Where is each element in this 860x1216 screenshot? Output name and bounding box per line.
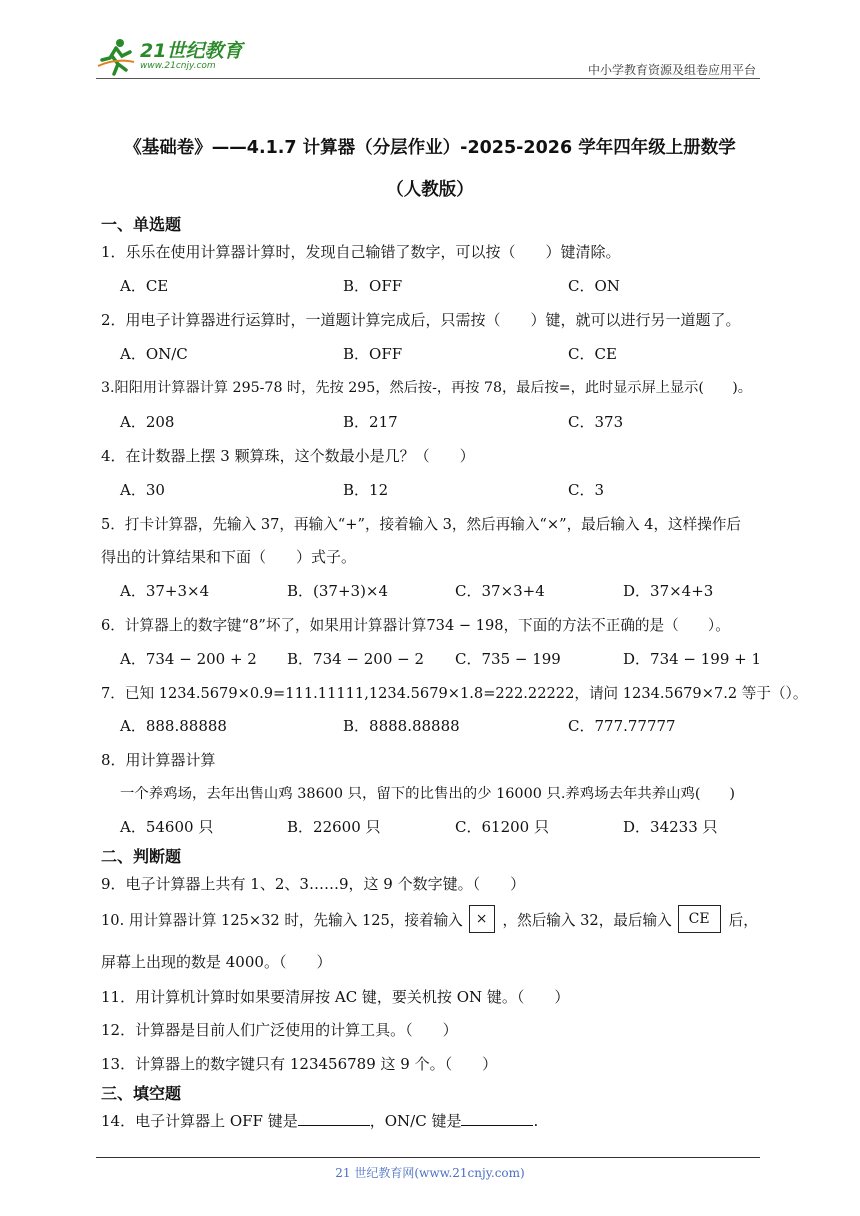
q6-option-b: B．734 − 200 − 2 xyxy=(287,650,425,668)
q14-blank-1[interactable] xyxy=(298,1111,370,1126)
q7-option-a: A．888.88888 xyxy=(120,717,227,735)
q1-option-b: B．OFF xyxy=(343,277,403,295)
q14-text-part3: . xyxy=(533,1112,539,1130)
section-single-choice: 一、单选题 xyxy=(101,215,182,234)
q6-option-a: A．734 − 200 + 2 xyxy=(120,650,257,668)
ce-key-box: CE xyxy=(678,905,721,933)
q10-text-part1: 10. 用计算器计算 125×32 时，先输入 125，接着输入 xyxy=(101,911,463,929)
logo-main-text: 21世纪教育 xyxy=(140,40,243,62)
q8-option-c: C．61200 只 xyxy=(455,818,549,836)
q8-option-b: B．22600 只 xyxy=(287,818,381,836)
q14-text-part1: 14．电子计算器上 OFF 键是 xyxy=(101,1112,298,1130)
footer-divider xyxy=(96,1157,760,1158)
q7-option-c: C．777.77777 xyxy=(568,717,676,735)
logo xyxy=(96,36,242,76)
question-6: 6．计算器上的数字键“8”坏了，如果用计算器计算734 − 198，下面的方法不正确的是（ ）。 xyxy=(101,617,730,634)
q7-option-b: B．8888.88888 xyxy=(343,717,460,735)
question-4: 4．在计数器上摆 3 颗算珠，这个数最小是几？（ ） xyxy=(101,447,475,465)
q4-option-a: A．30 xyxy=(120,481,165,499)
q4-option-b: B．12 xyxy=(343,481,389,499)
multiply-key-box: × xyxy=(469,905,495,933)
q5-option-d: D．37×4+3 xyxy=(623,582,714,600)
q5-option-c: C．37×3+4 xyxy=(455,582,545,600)
footer-link[interactable]: 21 世纪教育网(www.21cnjy.com) xyxy=(335,1166,525,1180)
q4-option-c: C．3 xyxy=(568,481,605,499)
q10-text-part3: 后， xyxy=(728,911,758,929)
q2-option-a: A．ON/C xyxy=(120,345,188,363)
q2-option-c: C．CE xyxy=(568,345,617,363)
q14-blank-2[interactable] xyxy=(461,1111,533,1126)
question-13: 13．计算器上的数字键只有 123456789 这 9 个。（ ） xyxy=(101,1055,498,1073)
q8-option-d: D．34233 只 xyxy=(623,818,718,836)
question-14 xyxy=(101,1110,538,1131)
q14-text-part2: ，ON/C 键是 xyxy=(369,1112,462,1130)
question-9: 9．电子计算器上共有 1、2、3……9，这 9 个数字键。（ ） xyxy=(101,875,526,893)
q2-option-b: B．OFF xyxy=(343,345,403,363)
q10-text-part2: ，然后输入 32，最后输入 xyxy=(502,911,672,929)
runner-logo-icon xyxy=(96,36,136,76)
section-true-false: 二、判断题 xyxy=(101,847,182,866)
platform-label: 中小学教育资源及组卷应用平台 xyxy=(587,63,756,77)
question-5-line1: 5．打卡计算器，先输入 37，再输入“+”，接着输入 3，然后再输入“×”，最后输入 4，这样操作后 xyxy=(101,516,742,533)
question-1: 1．乐乐在使用计算器计算时，发现自己输错了数字，可以按（ ）键清除。 xyxy=(101,243,621,261)
q1-option-a: A．CE xyxy=(120,277,169,295)
q8-option-a: A．54600 只 xyxy=(120,818,214,836)
question-12: 12．计算器是目前人们广泛使用的计算工具。（ ） xyxy=(101,1021,458,1039)
q5-option-b: B．(37+3)×4 xyxy=(287,582,389,600)
question-7: 7．已知 1234.5679×0.9=111.11111,1234.5679×1.8=222.22222，请问 1234.5679×7.2 等于（）。 xyxy=(101,685,808,702)
question-10-line2: 屏幕上出现的数是 4000。（ ） xyxy=(101,953,332,971)
q6-option-d: D．734 − 199 + 1 xyxy=(623,650,762,668)
doc-title-line1: 《基础卷》——4.1.7 计算器（分层作业）-2025-2026 学年四年级上册数学 xyxy=(124,138,736,158)
doc-title-line2: （人教版） xyxy=(386,180,474,200)
page-header xyxy=(96,30,760,79)
question-8-line1: 8．用计算器计算 xyxy=(101,751,216,769)
question-11: 11．用计算机计算时如果要清屏按 AC 键，要关机按 ON 键。（ ） xyxy=(101,988,570,1006)
q6-option-c: C．735 − 199 xyxy=(455,650,561,668)
q1-option-c: C．ON xyxy=(568,277,620,295)
q3-option-a: A．208 xyxy=(120,413,175,431)
q3-option-c: C．373 xyxy=(568,413,624,431)
logo-url-text: www.21cnjy.com xyxy=(140,61,216,71)
q3-option-b: B．217 xyxy=(343,413,398,431)
question-5-line2: 得出的计算结果和下面（ ）式子。 xyxy=(101,548,357,566)
section-fill-blank: 三、填空题 xyxy=(101,1084,182,1103)
question-3: 3.阳阳用计算器计算 295-78 时，先按 295，然后按-，再按 78，最后按=，此时显示屏上显示( )。 xyxy=(101,380,752,396)
question-10-line1 xyxy=(101,905,758,933)
question-2: 2．用电子计算器进行运算时，一道题计算完成后，只需按（ ）键，就可以进行另一道题了。 xyxy=(101,311,741,329)
q5-option-a: A．37+3×4 xyxy=(120,582,210,600)
question-8-line2: 一个养鸡场，去年出售山鸡 38600 只，留下的比售出的少 16000 只.养鸡场去年共养山鸡( ) xyxy=(120,786,735,802)
